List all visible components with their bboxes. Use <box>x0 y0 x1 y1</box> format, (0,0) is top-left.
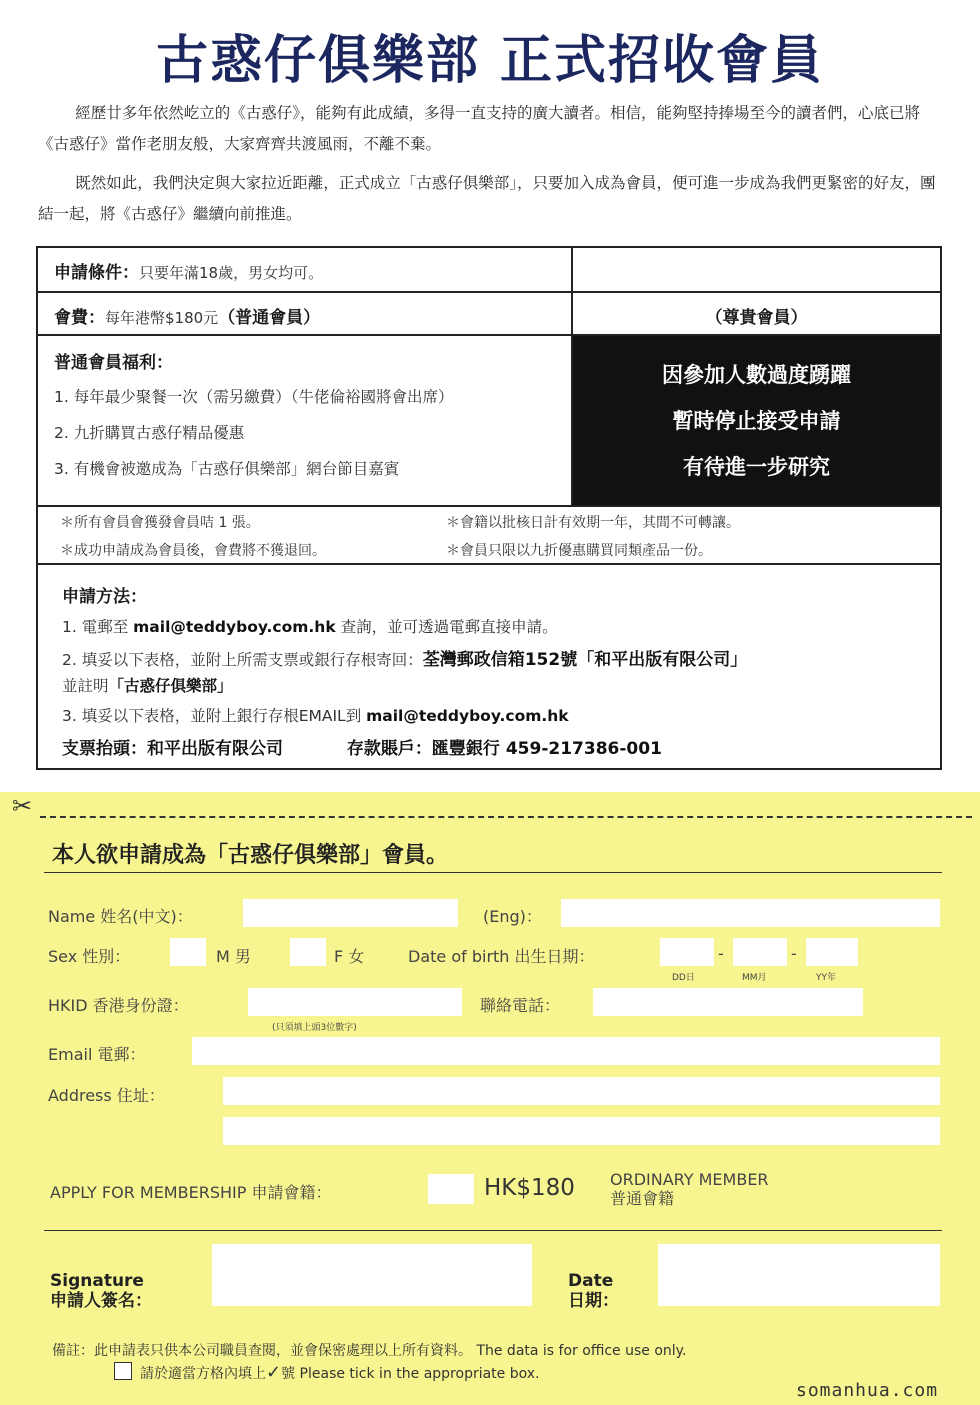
male-label: M 男 <box>216 947 251 966</box>
dd-hint: DD日 <box>672 973 695 983</box>
fee-type: （普通會員） <box>218 308 321 328</box>
vip-notice-line: 有待進一步研究 <box>683 455 830 479</box>
hkid-field[interactable] <box>248 988 462 1016</box>
tick-example-box <box>114 1362 132 1380</box>
method-3: 3. 填妥以下表格，並附上銀行存根EMAIL到 mail@teddyboy.com.hk <box>62 707 569 725</box>
membership-price: HK$180 <box>484 1175 575 1201</box>
form-title: 本人欲申請成為「古惑仔俱樂部」會員。 <box>52 843 449 868</box>
benefit-item: 1. 每年最少聚餐一次（需另繳費）（牛佬倫裕國將會出席） <box>54 388 454 406</box>
vip-notice-line: 暫時停止接受申請 <box>672 409 841 433</box>
method-1: 1. 電郵至 mail@teddyboy.com.hk 查詢，並可透過電郵直接申請。 <box>62 618 558 636</box>
address-field-line-1[interactable] <box>223 1077 940 1105</box>
mm-hint: MM月 <box>742 973 767 983</box>
cut-line <box>40 816 972 818</box>
benefit-item: 3. 有機會被邀成為「古惑仔俱樂部」網台節目嘉賓 <box>54 460 400 478</box>
benefit-item: 2. 九折購買古惑仔精品優惠 <box>54 424 245 442</box>
method-2: 2. 填妥以下表格，並附上所需支票或銀行存根寄回：荃灣郵政信箱152號「和平出版有限公司」 <box>62 650 748 670</box>
apply-label: APPLY FOR MEMBERSHIP 申請會籍： <box>50 1183 332 1202</box>
email-label: Email 電郵： <box>48 1045 146 1064</box>
method-section <box>62 582 932 759</box>
conditions-text: 只要年滿18歲，男女均可。 <box>139 264 324 282</box>
dob-month-field[interactable] <box>733 938 787 966</box>
intro-text <box>38 98 938 230</box>
name-en-label: (Eng)： <box>483 907 542 926</box>
checkmark-icon: ✓ <box>266 1362 282 1383</box>
name-en-field[interactable] <box>561 899 940 927</box>
watermark: somanhua.com <box>796 1380 939 1401</box>
dob-label: Date of birth 出生日期： <box>408 947 595 966</box>
female-checkbox[interactable] <box>290 938 326 966</box>
remark-text: 備註：此申請表只供本公司職員查閱，並會保密處理以上所有資料。 The data is for office use only. <box>52 1343 687 1359</box>
cheque-payee: 支票抬頭：和平出版有限公司 <box>62 739 283 759</box>
hkid-hint: (只須填上頭3位數字) <box>272 1023 357 1033</box>
benefits-label: 普通會員福利： <box>54 353 173 373</box>
conditions-row <box>54 258 323 283</box>
method-label: 申請方法： <box>62 587 147 607</box>
note-item: ＊所有會員會獲發會員咭 1 張。 <box>60 515 260 531</box>
po-box-address: 荃灣郵政信箱152號「和平出版有限公司」 <box>422 650 748 670</box>
info-box <box>36 246 942 770</box>
date-field[interactable] <box>658 1244 940 1306</box>
name-cn-label: Name 姓名(中文)： <box>48 907 193 926</box>
intro-paragraph-2: 既然如此，我們決定與大家拉近距離，正式成立「古惑仔俱樂部」，只要加入成為會員，便可進一步成為我們更緊密的好友，團結一起，將《古惑仔》繼續向前推進。 <box>38 174 936 223</box>
fee-row <box>54 303 320 328</box>
method-2-line2: 並註明「古惑仔俱樂部」 <box>62 677 233 695</box>
note-item: ＊會員只限以九折優惠購買同類產品一份。 <box>446 543 712 559</box>
membership-checkbox[interactable] <box>428 1174 474 1204</box>
scissors-icon: ✂ <box>12 792 33 820</box>
member-type-en: ORDINARY MEMBER <box>610 1170 769 1189</box>
male-checkbox[interactable] <box>170 938 206 966</box>
signature-field[interactable] <box>212 1244 532 1306</box>
email-link[interactable]: mail@teddyboy.com.hk <box>366 707 569 725</box>
signature-label: Signature 申請人簽名： <box>50 1271 152 1311</box>
fee-text: 每年港幣$180元 <box>105 309 219 327</box>
vip-suspended-notice <box>573 336 940 505</box>
benefits-section <box>54 348 564 479</box>
vip-label: （尊貴會員） <box>705 308 808 328</box>
yy-hint: YY年 <box>816 973 836 983</box>
address-label: Address 住址： <box>48 1086 165 1105</box>
payment-details <box>62 734 932 759</box>
dob-day-field[interactable] <box>660 938 714 966</box>
name-cn-field[interactable] <box>243 899 458 927</box>
bank-account: 存款賬戶：匯豐銀行 459-217386-001 <box>346 739 662 759</box>
note-item: ＊成功申請成為會員後，會費將不獲退回。 <box>60 543 326 559</box>
page-title: 古惑仔俱樂部 正式招收會員 <box>155 31 825 91</box>
note-item: ＊會籍以批核日計有效期一年，其間不可轉讓。 <box>446 515 740 531</box>
member-type-cn: 普通會籍 <box>610 1189 675 1208</box>
conditions-label: 申請條件： <box>54 263 139 283</box>
address-field-line-2[interactable] <box>223 1117 940 1145</box>
tick-instruction: 請於適當方格內填上✓號 Please tick in the appropriate box. <box>140 1362 540 1383</box>
intro-paragraph-1: 經歷廿多年依然屹立的《古惑仔》，能夠有此成績，多得一直支持的廣大讀者。相信，能夠堅持捧場至今的讀者們，心底已將《古惑仔》當作老朋友般，大家齊齊共渡風雨，不離不棄。 <box>38 104 920 153</box>
hkid-label: HKID 香港身份證： <box>48 996 189 1015</box>
vip-notice-line: 因參加人數過度踴躍 <box>662 363 851 387</box>
fee-label: 會費： <box>54 308 105 328</box>
email-link[interactable]: mail@teddyboy.com.hk <box>133 618 336 636</box>
date-label: Date 日期： <box>568 1271 619 1311</box>
membership-type <box>610 1170 769 1208</box>
female-label: F 女 <box>334 947 365 966</box>
sex-label: Sex 性別： <box>48 947 131 966</box>
phone-label: 聯絡電話： <box>480 996 561 1015</box>
email-field[interactable] <box>192 1037 940 1065</box>
dob-year-field[interactable] <box>806 938 858 966</box>
phone-field[interactable] <box>593 988 863 1016</box>
